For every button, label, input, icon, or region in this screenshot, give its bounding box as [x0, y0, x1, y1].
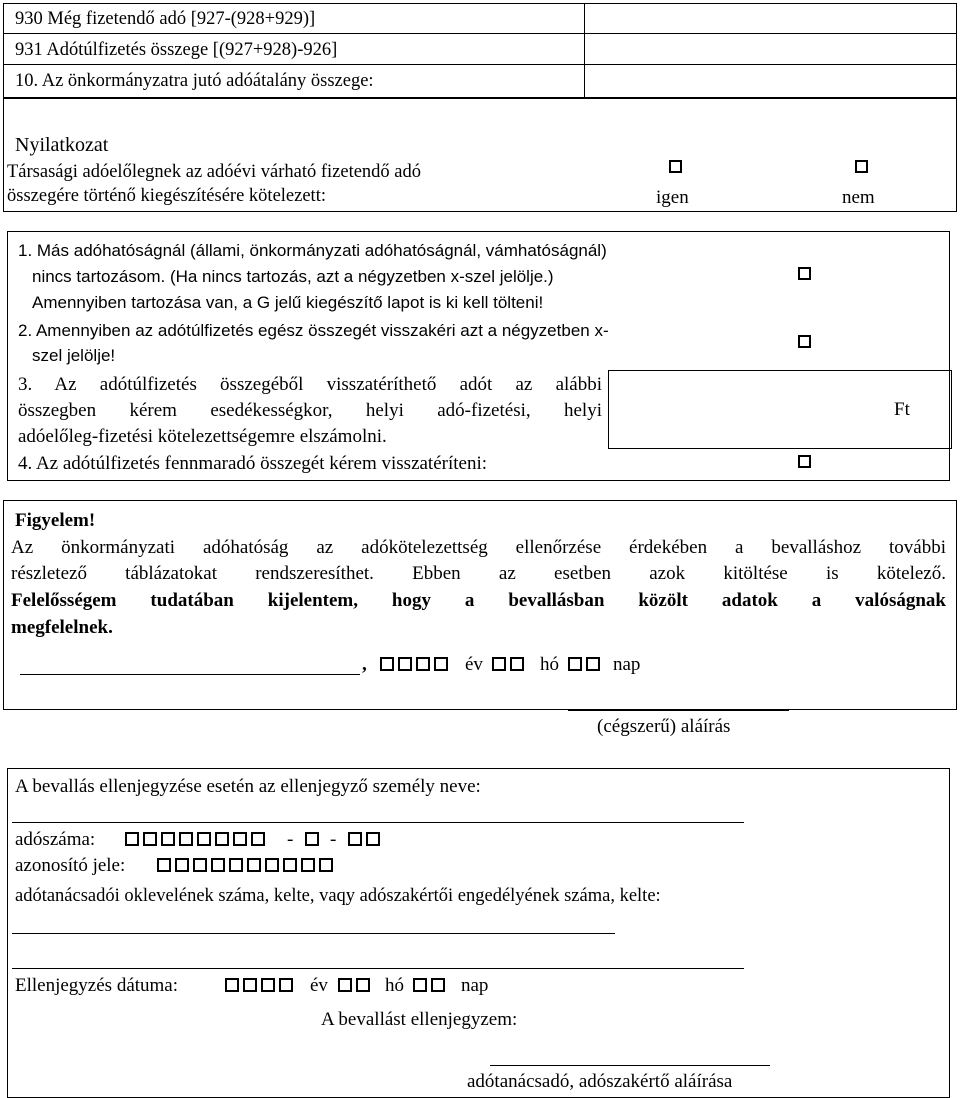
- digit-box[interactable]: [434, 657, 448, 671]
- digit-box[interactable]: [125, 832, 139, 846]
- countersign-month-boxes[interactable]: [338, 978, 374, 996]
- digit-box[interactable]: [193, 858, 207, 872]
- tax-number-dash-1: -: [287, 829, 294, 850]
- decl3-line1: 3. Az adótúlfizetés összegéből visszatéríthető adót az alábbi: [18, 374, 602, 395]
- digit-box[interactable]: [398, 657, 412, 671]
- countersigner-name-field[interactable]: [12, 822, 744, 823]
- digit-box[interactable]: [179, 832, 193, 846]
- decl1-line3: Amennyiben tartozása van, a G jelű kiegészítő lapot is ki kell tölteni!: [32, 293, 544, 312]
- no-debt-checkbox[interactable]: [798, 267, 811, 280]
- place-field[interactable]: [20, 674, 360, 675]
- advance-tax-yes-checkbox[interactable]: [669, 160, 682, 173]
- row-10-label: 10. Az önkormányzatra jutó adóátalány összege:: [15, 71, 374, 91]
- signature-day-boxes[interactable]: [568, 657, 604, 675]
- no-label: nem: [842, 187, 875, 208]
- warning-p1-line2: részletező táblázatokat rendszeresíthet. Ebben az esetben azok kitöltése is kötelező.: [11, 563, 946, 584]
- decl4-line: 4. Az adótúlfizetés fennmaradó összegét kérem visszatéríteni:: [18, 453, 488, 474]
- signature-day-label: nap: [613, 654, 641, 675]
- signature-month-boxes[interactable]: [492, 657, 528, 675]
- id-boxes[interactable]: [157, 858, 337, 876]
- row-930-value-field[interactable]: [586, 4, 956, 33]
- table-divider: [3, 64, 957, 65]
- signature-year-boxes[interactable]: [380, 657, 452, 675]
- tax-number-main-boxes[interactable]: [125, 832, 269, 850]
- signature-year-label: év: [465, 654, 483, 675]
- remaining-refund-checkbox[interactable]: [798, 455, 811, 468]
- tax-number-dash-2: -: [330, 829, 337, 850]
- countersign-day-boxes[interactable]: [413, 978, 449, 996]
- digit-box[interactable]: [197, 832, 211, 846]
- digit-box[interactable]: [279, 978, 293, 992]
- signature-line[interactable]: [568, 710, 789, 711]
- row-930-label: 930 Még fizetendő adó [927-(928+929)]: [15, 9, 316, 29]
- diploma-field-line-2[interactable]: [12, 968, 744, 969]
- warning-p1-line1: Az önkormányzati adóhatóság az adókötelezettség ellenőrzése érdekében a bevalláshoz további: [11, 537, 946, 558]
- digit-box[interactable]: [416, 657, 430, 671]
- digit-box[interactable]: [283, 858, 297, 872]
- decl3-line2: összegben kérem esedékességkor, helyi adó-fizetési, helyi: [18, 400, 602, 421]
- digit-box[interactable]: [301, 858, 315, 872]
- tax-number-vat-box[interactable]: [305, 832, 323, 850]
- nyilatkozat-line1: Társasági adóelőlegnek az adóévi várható fizetendő adó: [7, 162, 422, 182]
- digit-box[interactable]: [586, 657, 600, 671]
- digit-box[interactable]: [348, 832, 362, 846]
- decl3-line3: adóelőleg-fizetési kötelezettségemre elszámolni.: [18, 426, 387, 447]
- countersigner-signature-line[interactable]: [490, 1065, 770, 1066]
- digit-box[interactable]: [380, 657, 394, 671]
- digit-box[interactable]: [229, 858, 243, 872]
- row-931-label: 931 Adótúlfizetés összege [(927+928)-926]: [15, 40, 338, 60]
- diploma-field-line-1[interactable]: [12, 933, 615, 934]
- digit-box[interactable]: [175, 858, 189, 872]
- countersign-month-label: hó: [385, 975, 404, 996]
- digit-box[interactable]: [265, 858, 279, 872]
- digit-box[interactable]: [510, 657, 524, 671]
- digit-box[interactable]: [251, 832, 265, 846]
- nyilatkozat-title: Nyilatkozat: [15, 134, 109, 156]
- countersign-year-label: év: [310, 975, 328, 996]
- digit-box[interactable]: [215, 832, 229, 846]
- full-refund-checkbox[interactable]: [798, 335, 811, 348]
- warning-title: Figyelem!: [15, 510, 96, 531]
- digit-box[interactable]: [356, 978, 370, 992]
- row-10-value-field[interactable]: [586, 66, 956, 97]
- table-col-divider: [584, 3, 585, 98]
- decl1-line2: nincs tartozásom. (Ha nincs tartozás, azt a négyzetben x-szel jelölje.): [32, 267, 554, 286]
- countersign-heading: A bevallás ellenjegyzése esetén az ellenjegyző személy neve:: [15, 776, 481, 797]
- countersign-statement: A bevallást ellenjegyzem:: [321, 1009, 518, 1030]
- refund-offset-currency: Ft: [894, 399, 910, 420]
- signature-caption: (cégszerű) aláírás: [597, 716, 731, 737]
- digit-box[interactable]: [431, 978, 445, 992]
- warning-p2-line2: megfelelnek.: [11, 617, 113, 638]
- decl2-line1: 2. Amennyiben az adótúlfizetés egész összegét visszakéri azt a négyzetben x-: [18, 321, 609, 340]
- countersign-date-label: Ellenjegyzés dátuma:: [15, 975, 179, 996]
- id-label: azonosító jele:: [15, 855, 126, 876]
- place-comma: ,: [362, 654, 367, 675]
- digit-box[interactable]: [319, 858, 333, 872]
- signature-month-label: hó: [540, 654, 559, 675]
- countersigner-caption: adótanácsadó, adószakértő aláírása: [467, 1071, 733, 1092]
- warning-p2-line1: Felelősségem tudatában kijelentem, hogy a bevallásban közölt adatok a valóságnak: [11, 590, 946, 611]
- digit-box[interactable]: [233, 832, 247, 846]
- digit-box[interactable]: [247, 858, 261, 872]
- advance-tax-no-checkbox[interactable]: [855, 160, 868, 173]
- decl2-line2: szel jelölje!: [32, 346, 116, 365]
- table-divider: [3, 33, 957, 34]
- digit-box[interactable]: [211, 858, 225, 872]
- tax-number-label: adószáma:: [15, 829, 96, 850]
- digit-box[interactable]: [338, 978, 352, 992]
- digit-box[interactable]: [261, 978, 275, 992]
- diploma-label: adótanácsadói oklevelének száma, kelte, vaqy adószakértői engedélyének száma, kelte:: [15, 886, 661, 906]
- digit-box[interactable]: [492, 657, 506, 671]
- digit-box[interactable]: [366, 832, 380, 846]
- digit-box[interactable]: [157, 858, 171, 872]
- nyilatkozat-line2: összegére történő kiegészítésére kötelezett:: [7, 186, 326, 206]
- digit-box[interactable]: [243, 978, 257, 992]
- digit-box[interactable]: [305, 832, 319, 846]
- countersign-year-boxes[interactable]: [225, 978, 297, 996]
- digit-box[interactable]: [143, 832, 157, 846]
- yes-label: igen: [656, 187, 689, 208]
- digit-box[interactable]: [161, 832, 175, 846]
- digit-box[interactable]: [413, 978, 427, 992]
- digit-box[interactable]: [225, 978, 239, 992]
- digit-box[interactable]: [568, 657, 582, 671]
- decl1-line1: 1. Más adóhatóságnál (állami, önkormányzati adóhatóságnál, vámhatóságnál): [18, 241, 607, 260]
- tax-number-county-boxes[interactable]: [348, 832, 384, 850]
- countersign-day-label: nap: [461, 975, 489, 996]
- row-931-value-field[interactable]: [586, 35, 956, 64]
